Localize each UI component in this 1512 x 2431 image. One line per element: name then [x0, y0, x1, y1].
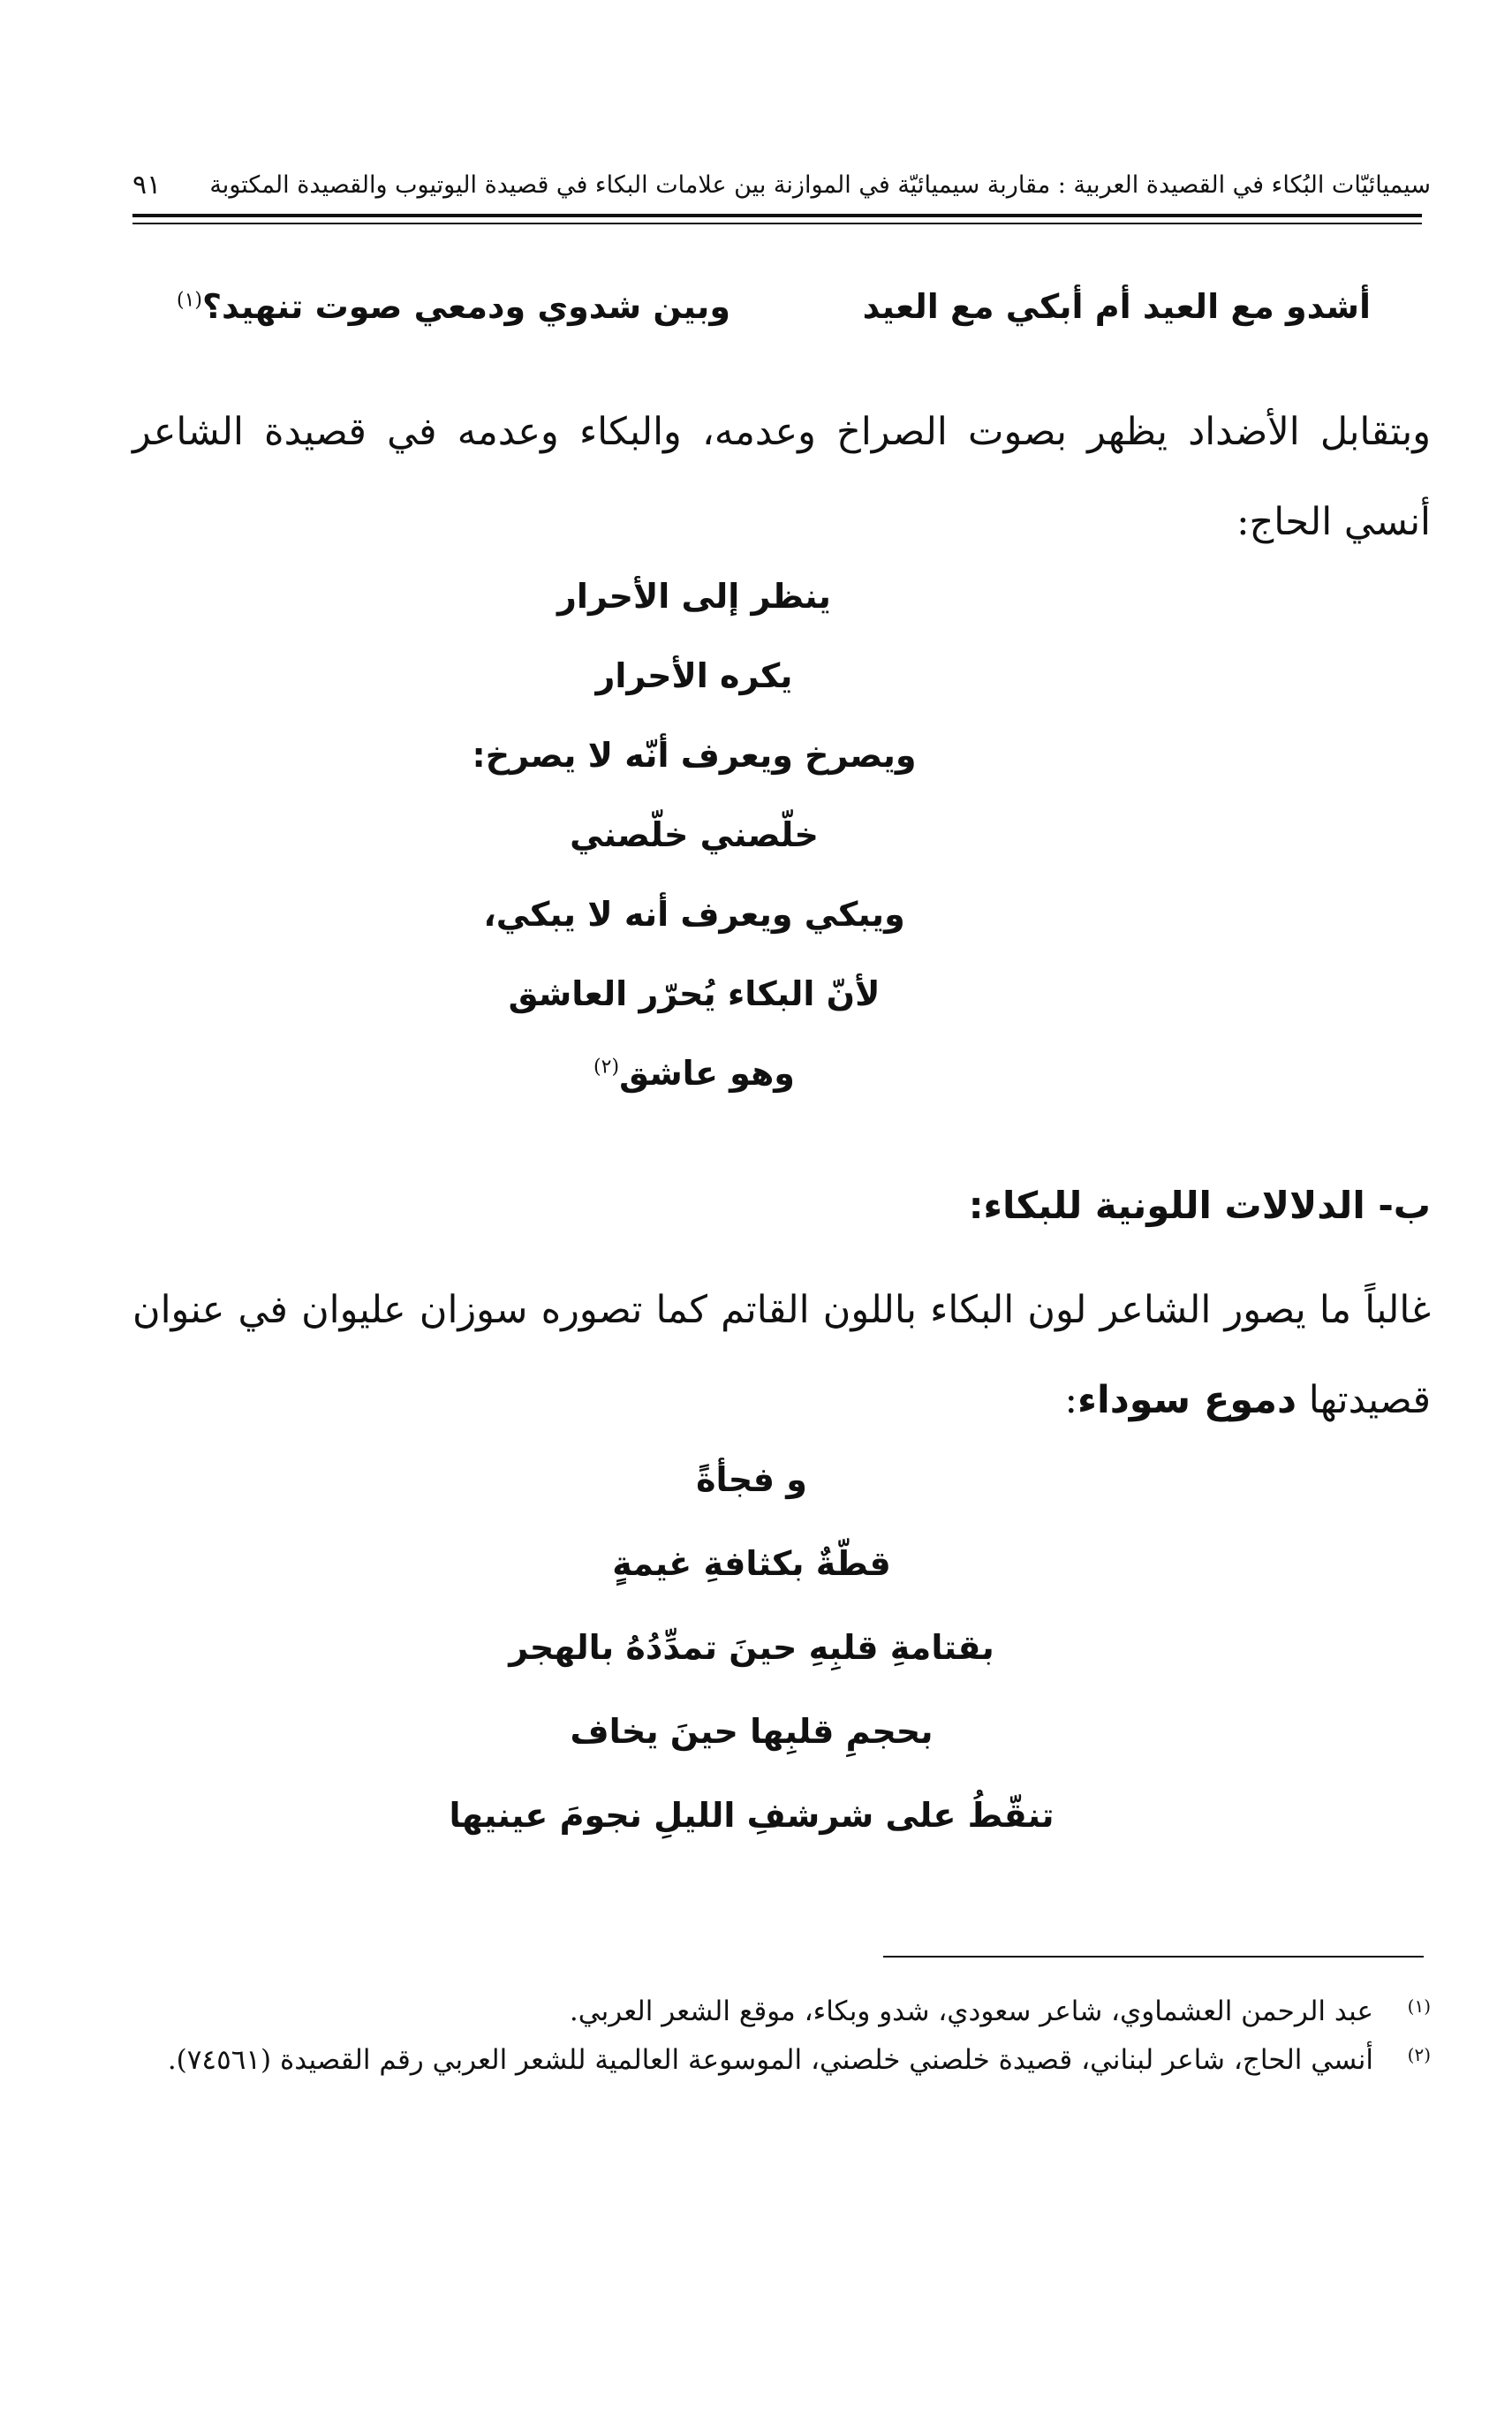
footnote-2 — [132, 2036, 1431, 2085]
poem-line-last-text: وهو عاشق — [619, 1054, 795, 1093]
footnote-ref-1: (١) — [177, 289, 203, 312]
footnote-text: أنسي الحاج، شاعر لبناني، قصيدة خلصني خلصني، الموسوعة العالمية للشعر العربي رقم القصيدة (٧٤٥٦١). — [167, 2044, 1373, 2076]
paragraph-intro-ansi-alhaj: وبتقابل الأضداد يظهر بصوت الصراخ وعدمه، والبكاء وعدمه في قصيدة الشاعر أنسي الحاج: — [132, 410, 1431, 544]
section-subheading: ب- الدلالات اللونية للبكاء: — [968, 1184, 1431, 1227]
footnotes — [132, 1988, 1431, 2085]
paragraph-color-connotations — [132, 1265, 1431, 1445]
verse-line — [177, 287, 1371, 349]
page-number: ٩١ — [132, 170, 162, 201]
footnote-marker: (٢) — [1407, 2044, 1431, 2065]
poem-line: تنقّطُ على شرشفِ الليلِ نجومَ عينيها — [449, 1796, 1055, 1835]
poem-line: ويصرخ ويعرف أنّه لا يصرخ: — [472, 736, 917, 775]
poem-line: ينظر إلى الأحرار — [557, 577, 831, 616]
header-rule-thick — [132, 214, 1422, 217]
poem-line-last — [0, 1034, 1388, 1113]
poem-line: قطّةٌ بكثافةِ غيمةٍ — [612, 1544, 891, 1583]
footnote-marker: (١) — [1407, 1996, 1431, 2017]
verse-first-hemistich-text: أشدو مع العيد أم أبكي مع العيد — [862, 287, 1371, 326]
running-header-title: سيميائيّات البُكاء في القصيدة العربية : مقاربة سيميائيّة في الموازنة بين علامات البكاء في قصيدة اليوتيوب والقصيدة المكتوبة — [209, 171, 1431, 199]
poem-line: و فجأةً — [696, 1460, 807, 1499]
footnote-1 — [132, 1988, 1431, 2036]
verse-first-hemistich — [863, 287, 1371, 326]
poem-line: بقتامةِ قلبِهِ حينَ تمدِّدُهُ بالهجر — [509, 1628, 994, 1667]
verse-second-hemistich-text: وبين شدوي ودمعي صوت تنهيد؟ — [202, 287, 730, 326]
verse-second-hemistich — [177, 287, 730, 326]
header-rule-thin — [132, 223, 1422, 224]
footnote-separator — [883, 1956, 1424, 1958]
footnote-ref-2: (٢) — [593, 1056, 620, 1079]
poem-ansi-alhaj — [0, 557, 1512, 1113]
poem-line: خلّصني خلّصني — [570, 815, 819, 854]
poem-suzan-alaywan — [0, 1438, 1512, 1858]
poem-title-inline: دموع سوداء — [1077, 1378, 1297, 1422]
poem-line: بحجمِ قلبِها حينَ يخاف — [570, 1712, 934, 1751]
footnote-text: عبد الرحمن العشماوي، شاعر سعودي، شدو وبكاء، موقع الشعر العربي. — [569, 1996, 1373, 2027]
poem-line: يكره الأحرار — [595, 656, 793, 695]
paragraph-color-text: غالباً ما يصور الشاعر لون البكاء باللون القاتم كما تصوره سوزان عليوان في عنوان قصيدتها — [132, 1288, 1431, 1422]
poem-line: لأنّ البكاء يُحرّر العاشق — [508, 974, 881, 1013]
paragraph-color-tail: : — [1064, 1378, 1078, 1422]
poem-line: ويبكي ويعرف أنه لا يبكي، — [483, 895, 905, 934]
